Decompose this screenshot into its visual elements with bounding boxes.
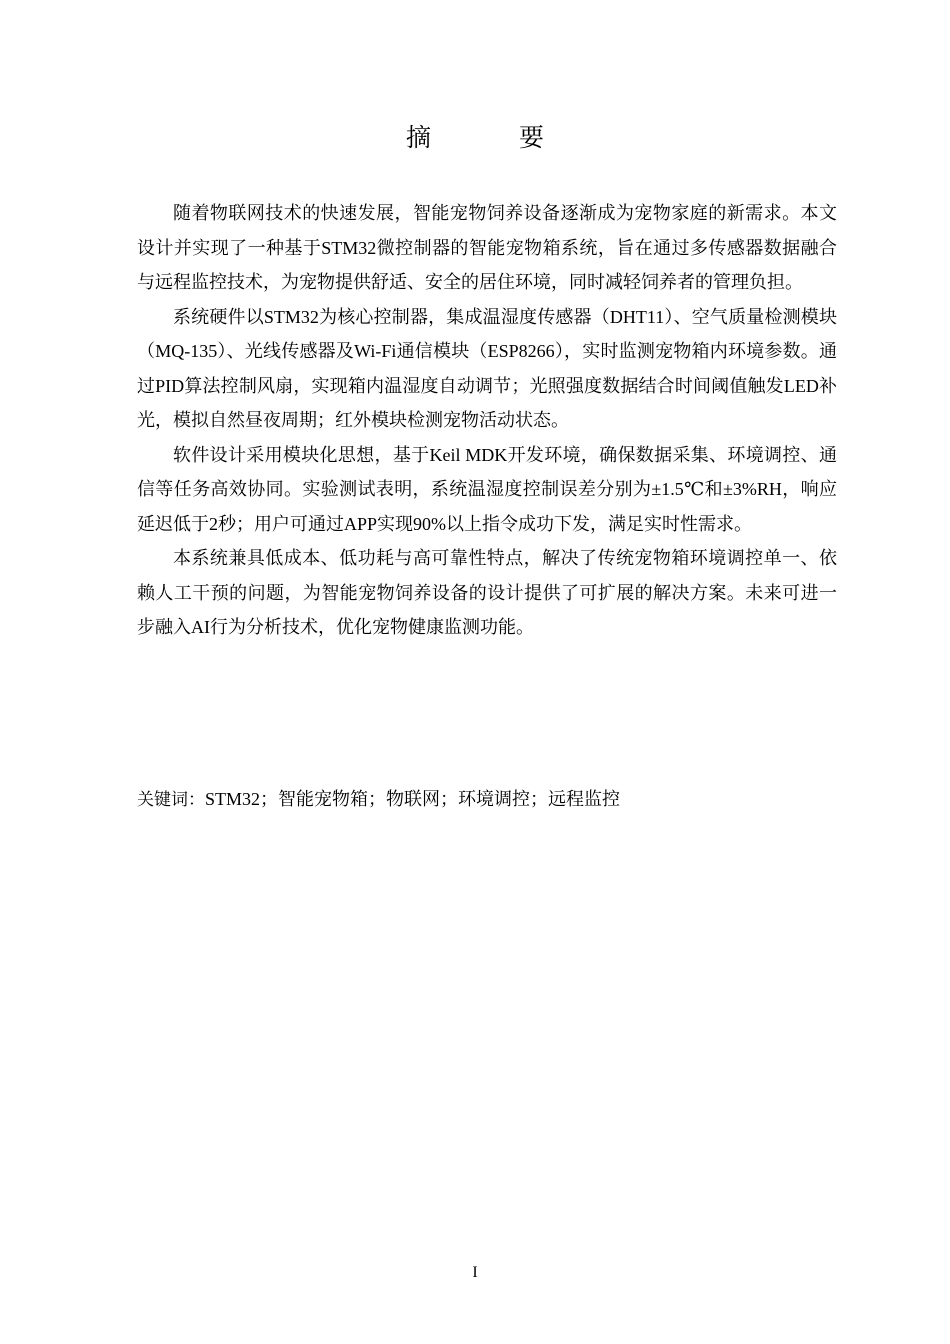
abstract-body	[137, 196, 837, 645]
abstract-paragraph-3: 软件设计采用模块化思想，基于Keil MDK开发环境，确保数据采集、环境调控、通信等任务高效协同。实验测试表明，系统温湿度控制误差分别为±1.5℃和±3%RH，响应延迟低于2秒；用户可通过APP实现90%以上指令成功下发，满足实时性需求。	[137, 444, 837, 534]
page-number: I	[472, 1264, 478, 1281]
abstract-paragraph-1: 随着物联网技术的快速发展，智能宠物饲养设备逐渐成为宠物家庭的新需求。本文设计并实现了一种基于STM32微控制器的智能宠物箱系统，旨在通过多传感器数据融合与远程监控技术，为宠物提供舒适、安全的居住环境，同时减轻饲养者的管理负担。	[137, 203, 837, 292]
abstract-paragraph-4: 本系统兼具低成本、低功耗与高可靠性特点，解决了传统宠物箱环境调控单一、依赖人工干预的问题，为智能宠物饲养设备的设计提供了可扩展的解决方案。未来可进一步融入AI行为分析技术，优化宠物健康监测功能。	[137, 548, 837, 637]
keywords-label: 关键词：	[137, 790, 205, 810]
page-title: 摘 要	[406, 123, 584, 152]
abstract-paragraph-2: 系统硬件以STM32为核心控制器，集成温湿度传感器（DHT11）、空气质量检测模块（MQ-135）、光线传感器及Wi-Fi通信模块（ESP8266），实时监测宠物箱内环境参数。通过PID算法控制风扇，实现箱内温湿度自动调节；光照强度数据结合时间阈值触发LED补光，模拟自然昼夜周期；红外模块检测宠物活动状态。	[137, 306, 837, 430]
keywords-line	[137, 784, 837, 815]
keywords-list: STM32；智能宠物箱；物联网；环境调控；远程监控	[205, 789, 621, 809]
